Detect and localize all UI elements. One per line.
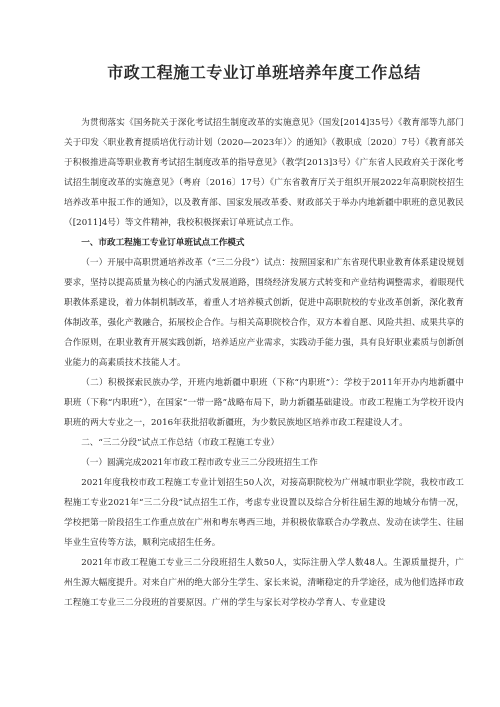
intro-paragraph: 为贯彻落实《国务院关于深化考试招生制度改革的实施意见》（国发[2014]35号）《教育部等九部门关于印发〈职业教育提质培优行动计划（2020—2023年）〉的通知》（教职成〔2020〕7号）《教育部关于积极推进高等职业教育考试招生制度改革的指导意见》（教学[2013]3号）《广东省人民政府关于深化考试招生制度改革的实施意见》（粤府〔2016〕17号）《广东省教育厅关于组织开展2022年高职院校招生培养改革申报工作的通知》，以及教育部、国家发展改革委、财政部关于举办内地新疆中职班的意见教民（[2011]4号）等文件精神，我校积极探索订单班试点工作。 — [64, 118, 464, 228]
section1-paragraph-1: （一）开展中高职贯通培养改革（“三二分段”）试点：按照国家和广东省现代职业教育体系建设规划要求，坚持以提高质量为核心的内涵式发展道路，围绕经济发展方式转变和产业结构调整需求，着眼现代职教体系建设，着力体制机制改革，着重人才培养模式创新，促进中高职院校的专业改革创新，深化教育体制改革，强化产教融合，拓展校企合作。与相关高职院校合作，双方本着自愿、风险共担、成果共享的合作原则，在职业教育开展实践创新，培养适应产业需求，实践动手能力强，具有良好职业素质与创新创业能力的高素质技术技能人才。 — [64, 258, 465, 368]
section2-heading: 二、“三二分段”试点工作总结（市政工程施工专业） — [81, 438, 280, 448]
document-title: 市政工程施工专业订单班培养年度工作总结 — [107, 63, 421, 82]
section2-subheading: （一）圆满完成2021年市政工程市政专业三二分段班招生工作 — [81, 458, 318, 468]
section2-paragraph-2: 2021年市政工程施工专业三二分段班招生人数50人，实际注册入学人数48人。生源质量提升，广州生源大幅度提升。对来自广州的绝大部分生学生、家长来说，清晰稳定的升学途径，成为他们选择市政工程施工专业三二分段班的首要原因。广州的学生与家长对学校办学育人、专业建设 — [64, 558, 464, 608]
section1-paragraph-2: （二）积极探索民族办学，开班内地新疆中职班（下称“内职班”）：学校于2011年开办内地新疆中职班（下称“内职班”），在国家“一带一路”战略布局下，助力新疆基础建设。市政工程施工为学校开设内职班的两大专业之一，2016年获批招收新疆班，为少数民族地区培养市政工程建设人才。 — [64, 378, 464, 428]
section1-heading: 一、市政工程施工专业订单班试点工作模式 — [81, 238, 245, 248]
section2-paragraph-1: 2021年度我校市政工程施工专业计划招生50人次，对接高职院校为广州城市职业学院，我校市政工程施工专业2021年“三二分段”试点招生工作，考虑专业设置以及综合分析往届生源的地域分布情一况，学校把第一阶段招生工作重点放在广州和粤东粤西三地，并积极依靠联合办学教点、发动在读学生、往届毕业生宣传等方法，顺利完成招生任务。 — [64, 478, 464, 548]
